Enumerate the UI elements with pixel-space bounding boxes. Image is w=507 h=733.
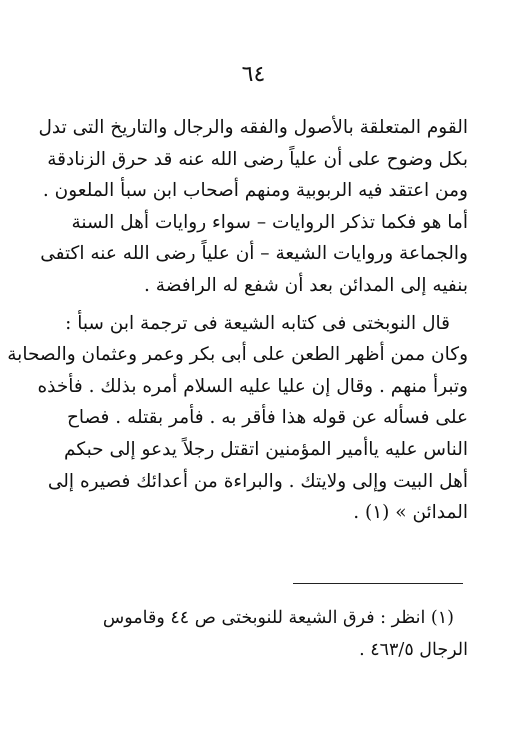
text-line: وكان ممن أظهر الطعن على أبى بكر وعمر وعثمان والصحابة (7, 344, 468, 366)
text-line: أهل البيت وإلى ولايتك . والبراءة من أعدائك فصيره إلى (47, 470, 468, 492)
text-line: بنفيه إلى المدائن بعد أن شفع له الرافضة . (144, 274, 468, 296)
text-line: على فسأله عن قوله هذا فأقر به . فأمر بقتله . فصاح (66, 407, 468, 429)
footnote-separator (293, 583, 463, 584)
footnote-line: (١) انظر : فرق الشيعة للنوبختى ص ٤٤ وقاموس (102, 608, 454, 628)
text-line: الناس عليه ياأمير المؤمنين اتقتل رجلاً يدعو إلى حبكم (64, 438, 468, 460)
text-line: بكل وضوح على أن علياً رضى الله عنه قد حرق الزنادقة (47, 148, 468, 170)
page-number: ٦٤ (241, 62, 266, 87)
text-line: القوم المتعلقة بالأصول والفقه والرجال والتاريخ التى تدل (38, 117, 468, 138)
main-text (7, 112, 468, 529)
text-line: والجماعة وروايات الشيعة – أن علياً رضى الله عنه اكتفى (40, 243, 468, 265)
footnote (44, 602, 468, 666)
text-line: ومن اعتقد فيه الربوبية ومنهم أصحاب ابن سبأ الملعون . (42, 180, 468, 202)
footnote-line: الرجال ٤٦٣/٥ . (359, 640, 468, 660)
text-line: وتبرأ منهم . وقال إن عليا عليه السلام أمره بذلك . فأخذه (37, 375, 468, 397)
text-line: قال النوبختى فى كتابه الشيعة فى ترجمة ابن سبأ : (65, 312, 450, 334)
text-line: المدائن » (١) . (353, 502, 468, 524)
text-line: أما هو فكما تذكر الروايات – سواء روايات أهل السنة (71, 211, 468, 233)
